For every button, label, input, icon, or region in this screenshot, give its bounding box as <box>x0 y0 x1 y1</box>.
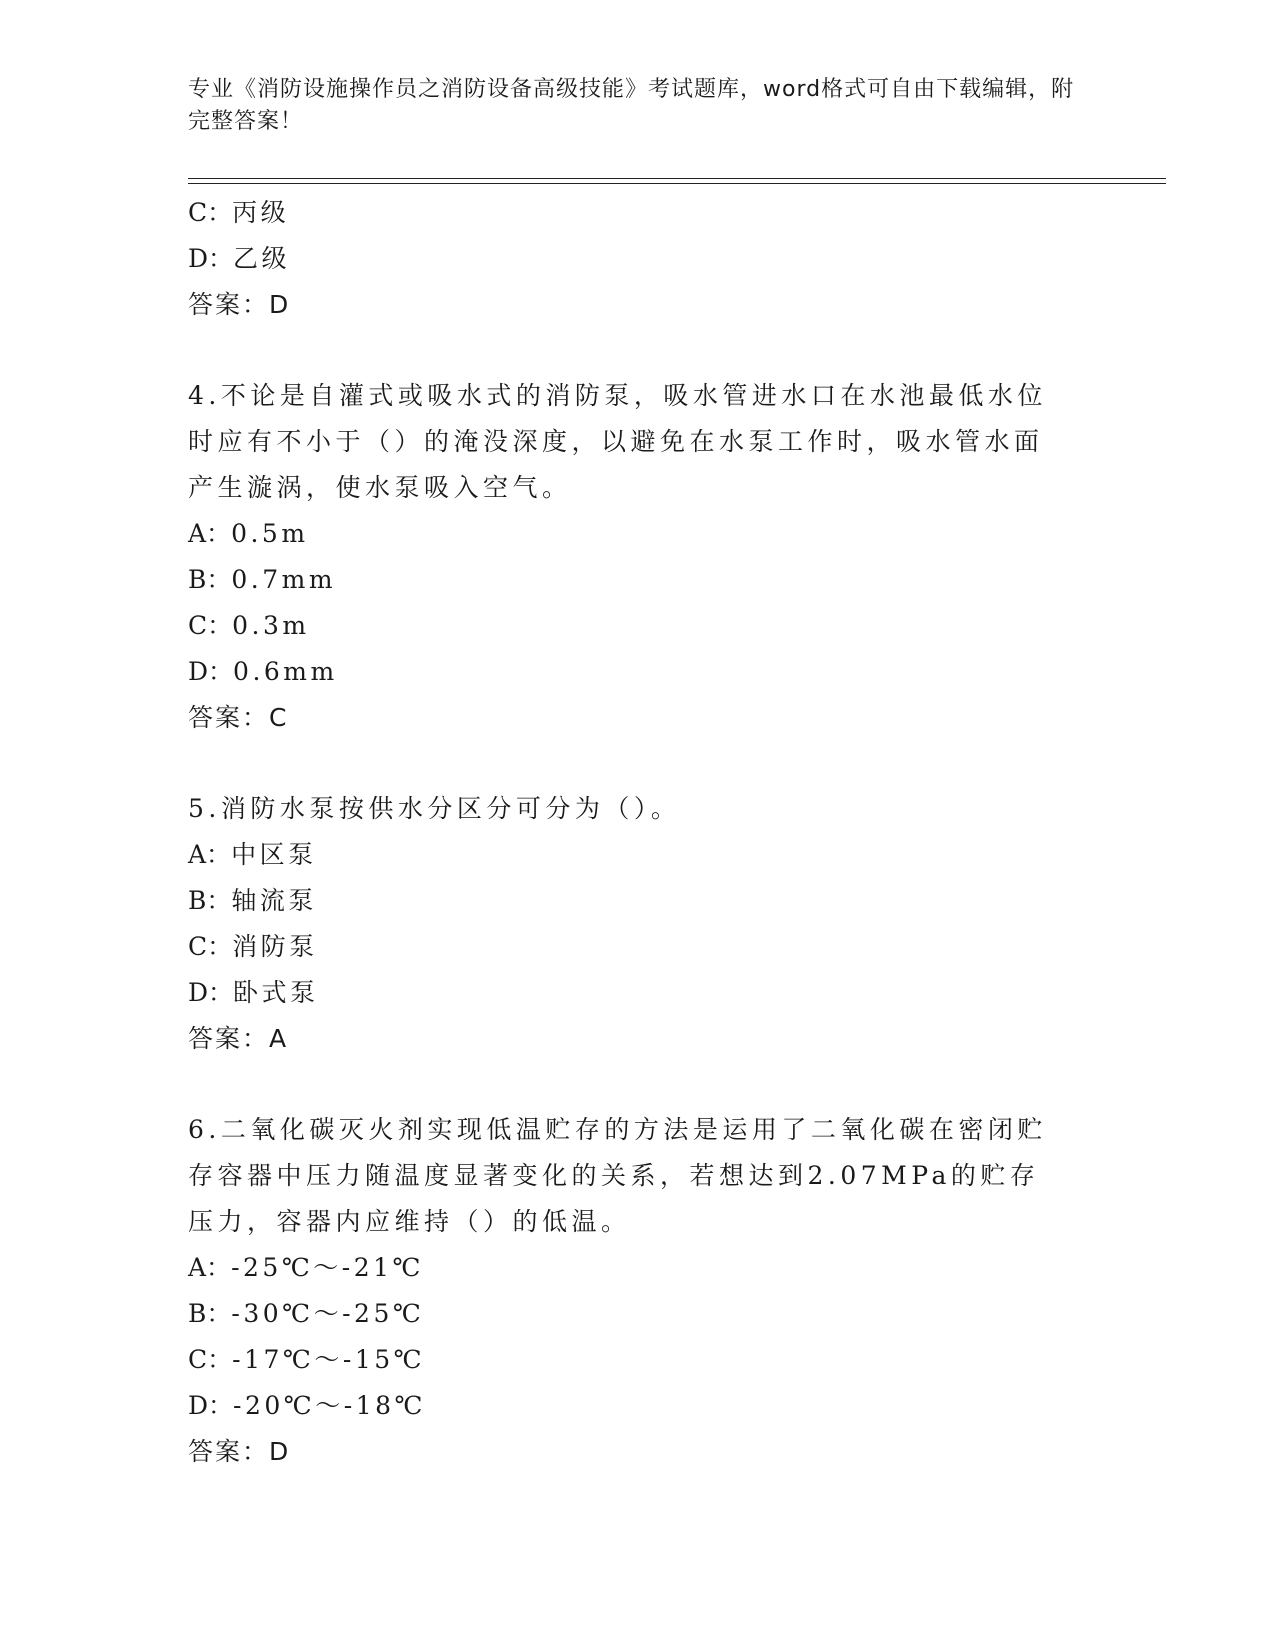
option-text: 0.6mm <box>233 657 338 686</box>
option-row <box>188 832 1088 878</box>
option-row <box>188 878 1088 924</box>
option-text: 丙级 <box>232 198 290 227</box>
header-divider-bottom <box>188 183 1166 184</box>
option-row <box>188 190 1088 236</box>
header-divider-top <box>188 178 1166 179</box>
option-key: D： <box>188 244 234 273</box>
option-row <box>188 970 1088 1016</box>
option-row <box>188 1291 1088 1337</box>
option-key: A： <box>188 519 232 548</box>
option-text: -17℃～-15℃ <box>232 1345 426 1374</box>
question-text: 5.消防水泵按供水分区分可分为（）。 <box>188 794 681 823</box>
option-key: A： <box>188 1253 232 1282</box>
option-key: D： <box>188 657 234 686</box>
option-text: -25℃～-21℃ <box>231 1253 425 1282</box>
option-row <box>188 924 1088 970</box>
option-row <box>188 1245 1088 1291</box>
question-text: 4.不论是自灌式或吸水式的消防泵，吸水管进水口在水池最低水位时应有不小于（）的淹没深度，以避免在水泵工作时，吸水管水面产生漩涡，使水泵吸入空气。 <box>188 381 1047 502</box>
option-text: 卧式泵 <box>233 978 319 1007</box>
option-key: D： <box>188 1391 234 1420</box>
option-text: 乙级 <box>233 244 291 273</box>
answer-line: 答案：D <box>188 290 291 319</box>
question-text: 6.二氧化碳灭火剂实现低温贮存的方法是运用了二氧化碳在密闭贮存容器中压力随温度显著变化的关系，若想达到2.07MPa的贮存压力，容器内应维持（）的低温。 <box>188 1115 1047 1236</box>
option-text: 中区泵 <box>231 840 317 869</box>
answer-line: 答案：D <box>188 1437 291 1466</box>
answer-line: 答案：C <box>188 703 289 732</box>
option-row <box>188 511 1088 557</box>
option-text: 消防泵 <box>232 932 318 961</box>
answer-line: 答案：A <box>188 1024 289 1053</box>
option-text: 0.5m <box>231 519 309 548</box>
option-key: C： <box>188 932 233 961</box>
option-text: 轴流泵 <box>231 886 317 915</box>
option-key: B： <box>188 1299 232 1328</box>
option-text: -30℃～-25℃ <box>231 1299 425 1328</box>
question-list <box>188 190 1088 1475</box>
option-row <box>188 649 1088 695</box>
option-row <box>188 236 1088 282</box>
option-text: -20℃～-18℃ <box>233 1391 426 1420</box>
option-key: B： <box>188 886 232 915</box>
option-key: C： <box>188 198 233 227</box>
option-key: C： <box>188 1345 233 1374</box>
option-row <box>188 603 1088 649</box>
option-row <box>188 1337 1088 1383</box>
option-text: 0.3m <box>232 611 310 640</box>
option-key: C： <box>188 611 233 640</box>
question-block-carryover <box>188 190 1088 328</box>
option-row <box>188 1383 1088 1429</box>
option-row <box>188 557 1088 603</box>
document-header: 专业《消防设施操作员之消防设备高级技能》考试题库，word格式可自由下载编辑，附完整答案！ <box>188 77 1075 134</box>
option-key: D： <box>188 978 234 1007</box>
option-key: B： <box>188 565 232 594</box>
question-block <box>188 373 1088 741</box>
question-block <box>188 1107 1088 1475</box>
option-text: 0.7mm <box>231 565 337 594</box>
question-block <box>188 786 1088 1062</box>
option-key: A： <box>188 840 232 869</box>
